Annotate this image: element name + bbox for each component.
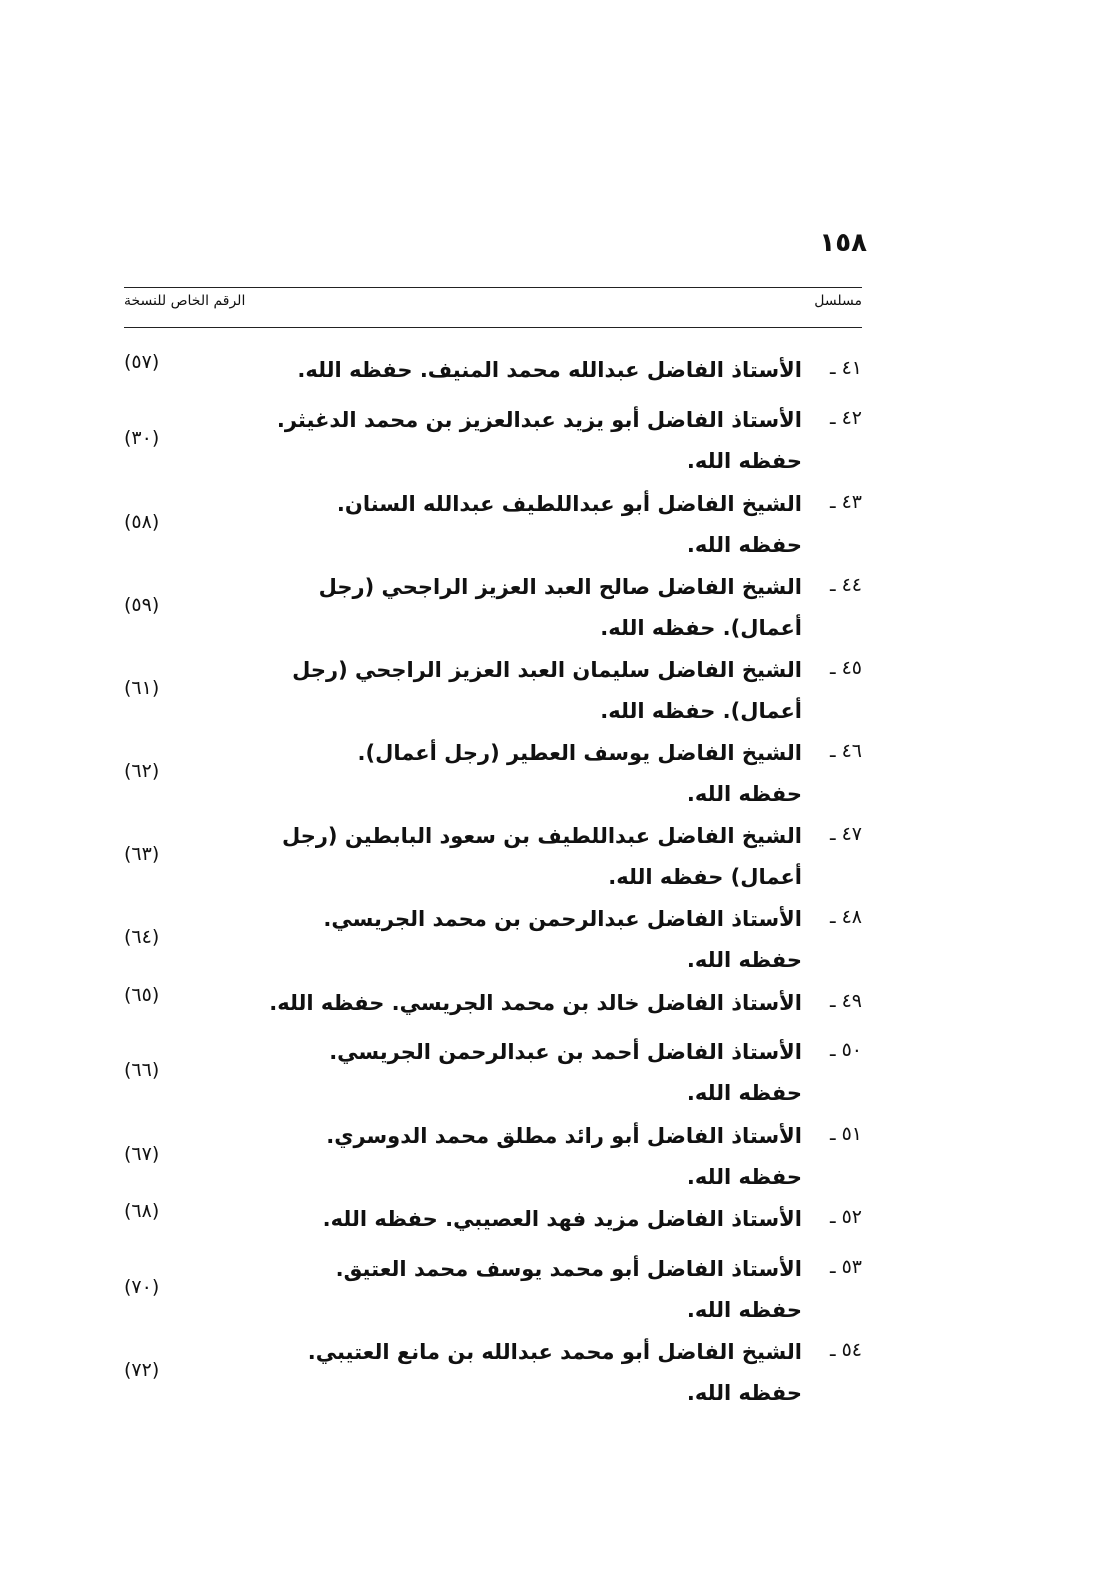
entry-name-line: الشيخ الفاضل أبو محمد عبدالله بن مانع العتيبي. — [307, 1340, 802, 1364]
entry-name-line: حفظه الله. — [686, 1381, 802, 1405]
entry-serial-number: ٥١ ـ — [829, 1123, 862, 1145]
entry-name — [272, 1032, 802, 1114]
entry-serial-number: ٥٢ ـ — [829, 1206, 862, 1228]
entry-name-line: الأستاذ الفاضل أبو يزيد عبدالعزيز بن محمد الدغيثر. — [276, 408, 802, 432]
entry-name — [272, 1199, 802, 1240]
entry-name-line: الشيخ الفاضل يوسف العطير (رجل أعمال). — [357, 741, 802, 765]
entry-name — [272, 350, 802, 391]
entry-name-line: الأستاذ الفاضل عبدالرحمن بن محمد الجريسي. — [323, 907, 802, 931]
entry-name-line: حفظه الله. — [686, 1165, 802, 1189]
entry-name-line: الأستاذ الفاضل عبدالله محمد المنيف. حفظه الله. — [297, 358, 802, 382]
entry-name-line: حفظه الله. — [686, 1081, 802, 1105]
entry-name — [272, 1332, 802, 1414]
entry-name-line: حفظه الله. — [686, 948, 802, 972]
entry-copy-number: (٧٠) — [124, 1276, 160, 1298]
entry-name — [272, 567, 802, 649]
entry-serial-number: ٤٥ ـ — [829, 657, 862, 679]
entry-name — [272, 899, 802, 981]
entry-copy-number: (٥٩) — [124, 594, 160, 616]
header-bottom-rule — [124, 327, 862, 328]
entry-name-line: حفظه الله. — [686, 1298, 802, 1322]
entry-serial-number: ٥٠ ـ — [829, 1039, 862, 1061]
entry-name-line: الأستاذ الفاضل مزيد فهد العصيبي. حفظه الله. — [322, 1207, 802, 1231]
entry-serial-number: ٤٣ ـ — [829, 491, 862, 513]
entry-name — [272, 816, 802, 898]
entry-serial-number: ٤٦ ـ — [829, 740, 862, 762]
entry-copy-number: (٥٨) — [124, 511, 160, 533]
entry-name-line: حفظه الله. — [686, 533, 802, 557]
entry-name-line: الشيخ الفاضل صالح العبد العزيز الراجحي (رجل — [318, 575, 802, 599]
entry-name-line: أعمال) حفظه الله. — [608, 865, 802, 889]
entry-name — [272, 733, 802, 815]
column-header-copy-number: الرقم الخاص للنسخة — [124, 293, 246, 309]
entry-name — [272, 484, 802, 566]
entry-name-line: الشيخ الفاضل سليمان العبد العزيز الراجحي (رجل — [292, 658, 802, 682]
entry-serial-number: ٤١ ـ — [829, 357, 862, 379]
entry-serial-number: ٤٧ ـ — [829, 823, 862, 845]
entry-copy-number: (٧٢) — [124, 1359, 160, 1381]
entry-copy-number: (٦٤) — [124, 926, 160, 948]
entry-serial-number: ٤٤ ـ — [829, 574, 862, 596]
entry-name-line: الأستاذ الفاضل أبو رائد مطلق محمد الدوسري. — [326, 1124, 802, 1148]
entry-name-line: أعمال). حفظه الله. — [600, 699, 802, 723]
entry-copy-number: (٦٨) — [124, 1200, 160, 1222]
entry-copy-number: (٥٧) — [124, 351, 160, 373]
page-number: ١٥٨ — [819, 228, 867, 258]
entry-copy-number: (٦١) — [124, 677, 160, 699]
entry-copy-number: (٦٣) — [124, 843, 160, 865]
entry-name-line: الشيخ الفاضل عبداللطيف بن سعود البابطين (رجل — [281, 824, 802, 848]
entry-name-line: حفظه الله. — [686, 782, 802, 806]
entry-copy-number: (٦٦) — [124, 1059, 160, 1081]
entry-name-line: الأستاذ الفاضل أبو محمد يوسف محمد العتيق. — [335, 1257, 802, 1281]
entry-copy-number: (٦٢) — [124, 760, 160, 782]
entry-copy-number: (٦٥) — [124, 984, 160, 1006]
entry-name — [272, 400, 802, 482]
entry-serial-number: ٥٣ ـ — [829, 1256, 862, 1278]
entry-copy-number: (٣٠) — [124, 427, 160, 449]
entry-serial-number: ٤٩ ـ — [829, 990, 862, 1012]
entry-name — [272, 1116, 802, 1198]
entry-serial-number: ٥٤ ـ — [829, 1339, 862, 1361]
entry-serial-number: ٤٢ ـ — [829, 407, 862, 429]
entry-name-line: الأستاذ الفاضل خالد بن محمد الجريسي. حفظه الله. — [269, 991, 802, 1015]
entry-name — [272, 1249, 802, 1331]
entry-serial-number: ٤٨ ـ — [829, 906, 862, 928]
entry-name-line: حفظه الله. — [686, 449, 802, 473]
entry-name-line: الأستاذ الفاضل أحمد بن عبدالرحمن الجريسي. — [329, 1040, 802, 1064]
entry-name — [272, 650, 802, 732]
entry-name — [269, 983, 802, 1024]
entry-copy-number: (٦٧) — [124, 1143, 160, 1165]
entry-name-line: أعمال). حفظه الله. — [600, 616, 802, 640]
column-header-serial: مسلسل — [814, 293, 862, 309]
header-top-rule — [124, 287, 862, 288]
entry-name-line: الشيخ الفاضل أبو عبداللطيف عبدالله السنان. — [336, 492, 802, 516]
